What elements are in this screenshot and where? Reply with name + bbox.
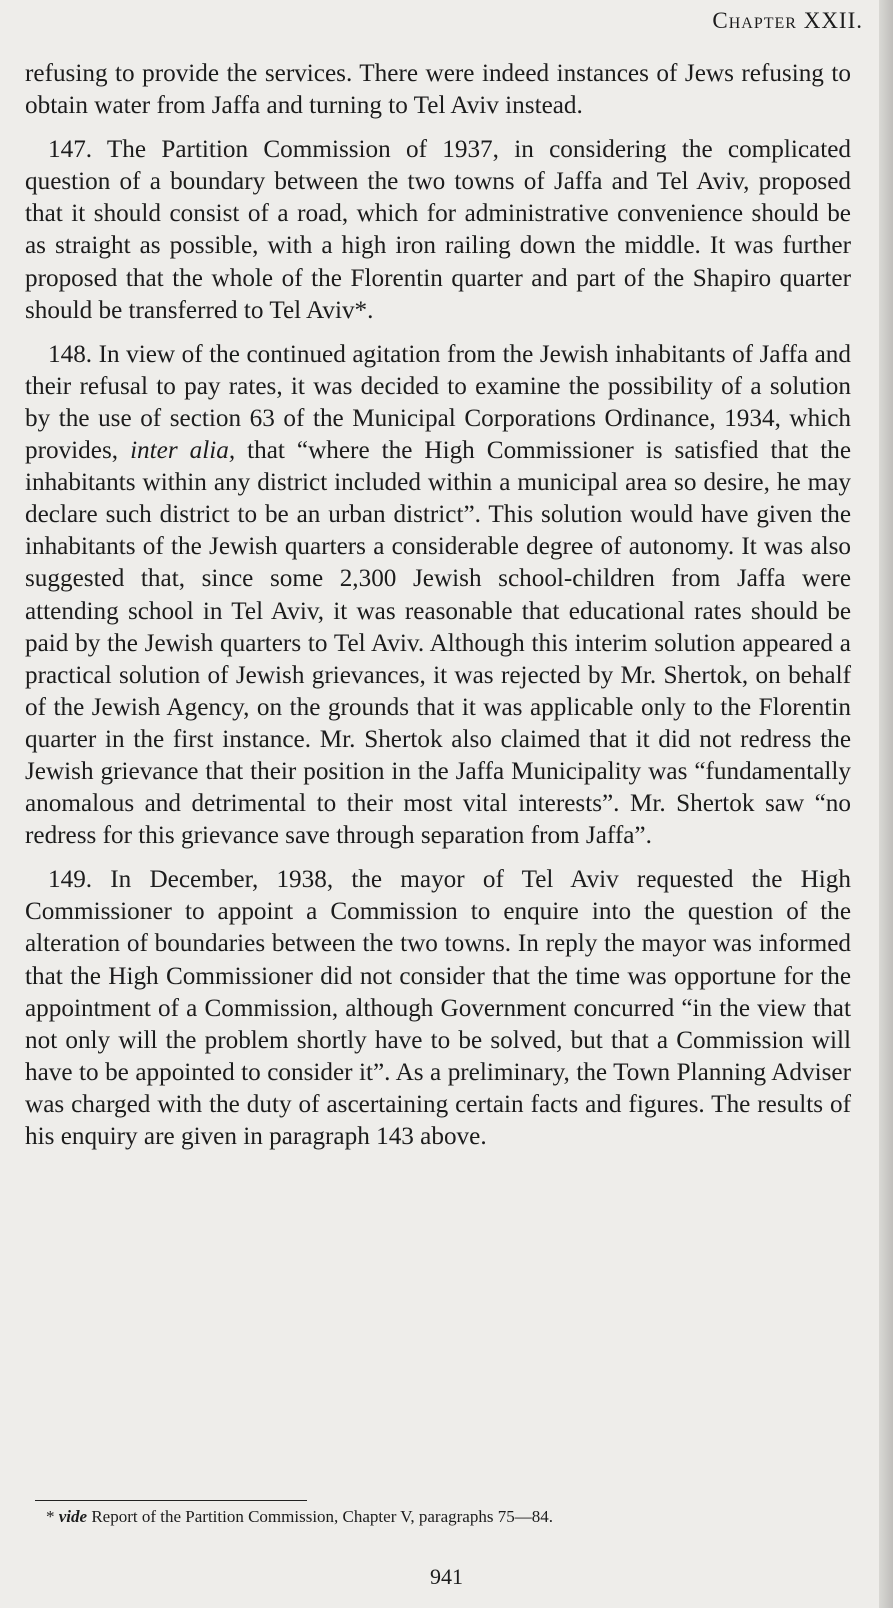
paragraph-147: 147. The Partition Commission of 1937, in considering the complicated question of a boundary between the two towns of Jaffa and Tel Aviv, proposed that it should consist of a road, which for administrative convenience should be as straight as possible, with a high iron railing down the middle. It was further proposed that the whole of the Florentin quarter and part of the Shapiro quarter should be transferred to Tel Aviv*.	[25, 136, 851, 324]
paragraph-148-part-2: that “where the High Commissioner is satisfied that the inhabitants within any district included within a municipal area so desire, he may declare such district to be an urban district”. This solution would have given the inhabitants of the Jewish quarters a considerable degree of autonomy. It was also suggested that, since some 2,300 Jewish school-children from Jaffa were attending school in Tel Aviv, it was reasonable that educational rates should be paid by the Jewish quarters to Tel Aviv. Although this interim solution appeared a practical solution of Jewish grievances, it was rejected by Mr. Shertok, on behalf of the Jewish Agency, on the grounds that it was applicable only to the Florentin quarter in the first instance. Mr. Shertok also claimed that it did not redress the Jewish grievance that their position in the Jaffa Municipality was “fundamentally anomalous and detrimental to their most vital interests”. Mr. Shertok saw “no redress for this grievance save through separation from Jaffa”.	[25, 437, 852, 850]
paragraph-146-continuation: refusing to provide the services. There were indeed instances of Jews refusing to obtain water from Jaffa and turning to Tel Aviv instead.	[25, 60, 851, 120]
footnote-text: Report of the Partition Commission, Chapter V, paragraphs 75—84.	[91, 1507, 553, 1526]
paragraph-149: 149. In December, 1938, the mayor of Tel Aviv requested the High Commissioner to appoint a Commission to enquire into the question of the alteration of boundaries between the two towns. In reply the mayor was informed that the High Commissioner did not consider that the time was opportune for the appointment of a Commission, although Government concurred “in the view that not only will the problem shortly have to be solved, but that a Commission will have to be appointed to consider it”. As a preliminary, the Town Planning Adviser was charged with the duty of ascertaining certain facts and figures. The results of his enquiry are given in paragraph 143 above.	[25, 866, 851, 1150]
paragraph-148-italic-phrase: inter alia,	[130, 437, 236, 465]
footnote-italic: vide	[58, 1507, 88, 1526]
footnote-marker: *	[46, 1507, 55, 1526]
chapter-heading: Chapter XXII.	[712, 8, 863, 33]
paragraph-148-part-1: 148. In view of the continued agitation from the Jewish inhabitants of Jaffa and their refusal to pay rates, it was decided to examine the possibility of a solution by the use of section 63 of the Municipal Corporations Ordinance, 1934, which provides,	[25, 340, 851, 465]
footnote-divider	[35, 1500, 307, 1501]
body-text	[25, 58, 851, 1165]
paragraph-148	[25, 339, 851, 853]
footnote	[46, 1506, 856, 1528]
page-edge-shadow	[879, 0, 893, 1608]
page-number: 941	[430, 1564, 463, 1589]
